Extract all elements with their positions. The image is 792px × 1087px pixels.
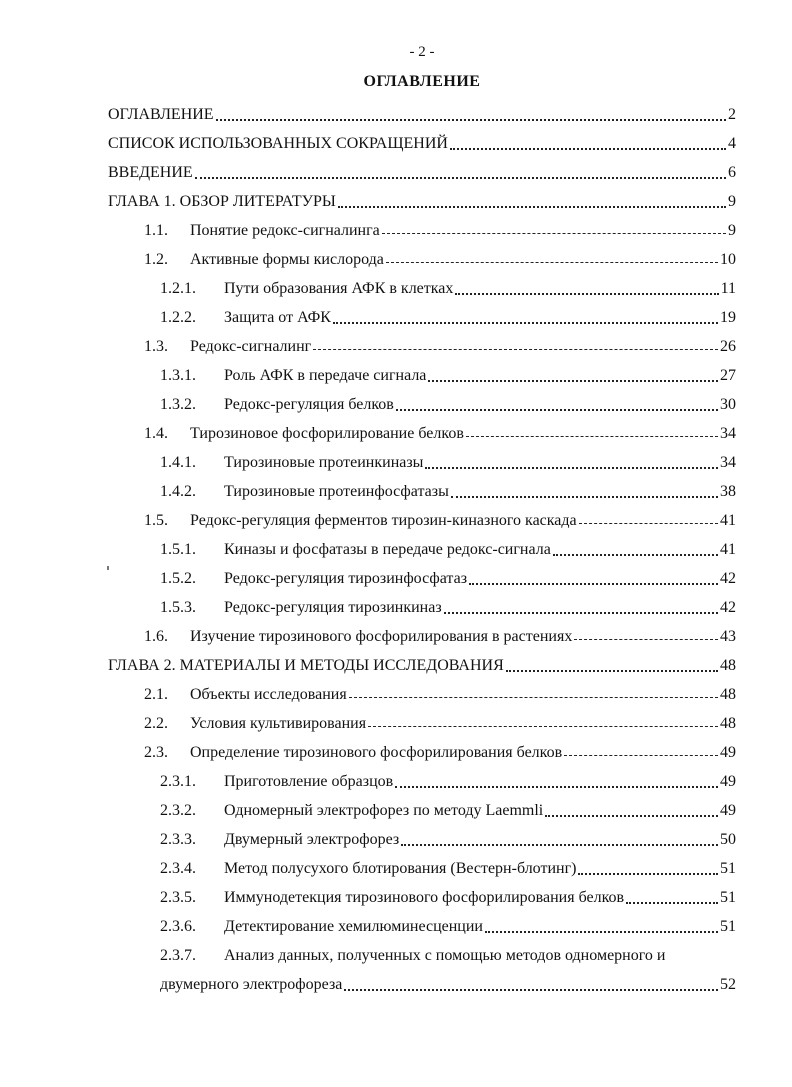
toc-entry[interactable] xyxy=(108,593,736,622)
toc-entry-number: 1.4. xyxy=(144,424,168,442)
toc-entry[interactable] xyxy=(108,651,736,680)
dash-leader xyxy=(574,638,718,640)
toc-entry[interactable] xyxy=(108,158,736,187)
toc-entry-number: 1.5.2. xyxy=(160,569,196,587)
dot-leader xyxy=(338,205,726,208)
toc-entry-title: ГЛАВА 2. МАТЕРИАЛЫ И МЕТОДЫ ИССЛЕДОВАНИЯ xyxy=(108,656,504,674)
toc-entry-title: Детектирование хемилюминесценции xyxy=(224,917,483,935)
toc-entry-title: Защита от АФК xyxy=(224,308,331,326)
toc-entry-number: 1.5.3. xyxy=(160,598,196,616)
toc-entry-title: Двумерный электрофорез xyxy=(224,830,400,848)
toc-entry-2-3-7[interactable] xyxy=(108,941,736,970)
page-number: - 2 - xyxy=(409,44,435,60)
toc-entry-title: Понятие редокс-сигналинга xyxy=(190,221,380,239)
toc-entry-title: Тирозиновое фосфорилирование белков xyxy=(190,424,464,442)
toc-entry-page: 42 xyxy=(720,598,736,616)
dash-leader xyxy=(466,435,718,437)
toc-entry[interactable] xyxy=(108,738,736,767)
toc-entry-number: 2.1. xyxy=(144,685,168,703)
toc-entry-title: Тирозиновые протеинфосфатазы xyxy=(224,482,449,500)
toc-entry[interactable] xyxy=(108,187,736,216)
toc-entry-title: Роль АФК в передаче сигнала xyxy=(224,366,427,384)
toc-entry-title: Определение тирозинового фосфорилирования белков xyxy=(190,743,563,761)
toc-entry-title: Одномерный электрофорез по методу Laemmli xyxy=(224,801,544,819)
toc-entry-number: 2.3.3. xyxy=(160,830,196,848)
dot-leader xyxy=(428,379,718,382)
toc-entry[interactable] xyxy=(108,622,736,651)
toc-entry[interactable] xyxy=(108,419,736,448)
margin-mark xyxy=(107,566,109,570)
toc-entry-number: 2.3.1. xyxy=(160,772,196,790)
dash-leader xyxy=(382,232,726,234)
toc-entry-number: 2.3.5. xyxy=(160,888,196,906)
toc-entry[interactable] xyxy=(108,100,736,129)
dot-leader xyxy=(626,901,718,904)
toc-entry-number: 1.2.1. xyxy=(160,279,196,297)
dot-leader xyxy=(395,785,718,788)
toc-entry[interactable] xyxy=(108,303,736,332)
dot-leader xyxy=(455,292,718,295)
toc-entry[interactable] xyxy=(108,477,736,506)
toc-entry-page: 52 xyxy=(720,975,736,993)
toc-entry[interactable] xyxy=(108,535,736,564)
toc-entry[interactable] xyxy=(108,506,736,535)
toc-entry[interactable] xyxy=(108,680,736,709)
toc-entry-page: 48 xyxy=(720,685,736,703)
toc-entry-title: СПИСОК ИСПОЛЬЗОВАННЫХ СОКРАЩЕНИЙ xyxy=(108,134,448,152)
toc-entry-number: 2.3.2. xyxy=(160,801,196,819)
toc-entry-title: Метод полусухого блотирования (Вестерн-блотинг) xyxy=(224,859,577,877)
toc-entry-page: 48 xyxy=(720,656,736,674)
toc-entry-page: 34 xyxy=(720,453,736,471)
toc-entry-page: 6 xyxy=(728,163,736,181)
toc-entry-title: Редокс-регуляция белков xyxy=(224,395,394,413)
toc-entry-page: 9 xyxy=(728,192,736,210)
dot-leader xyxy=(195,176,726,179)
toc-entry-number: 1.4.1. xyxy=(160,453,196,471)
page-title: ОГЛАВЛЕНИЕ xyxy=(363,73,481,90)
toc-entry-page: 51 xyxy=(720,888,736,906)
dot-leader xyxy=(333,321,718,324)
toc-entry-number: 1.6. xyxy=(144,627,168,645)
dot-leader xyxy=(444,611,718,614)
dot-leader xyxy=(425,466,718,469)
toc-entry-number: 2.3.6. xyxy=(160,917,196,935)
toc-entry-page: 50 xyxy=(720,830,736,848)
toc-entry-title: Редокс-регуляция тирозинфосфатаз xyxy=(224,569,468,587)
dot-leader xyxy=(344,988,718,991)
toc-entry-page: 30 xyxy=(720,395,736,413)
toc-entry-page: 4 xyxy=(728,134,736,152)
toc-entry-page: 43 xyxy=(720,627,736,645)
toc-entry-page: 41 xyxy=(720,540,736,558)
toc-entry[interactable] xyxy=(108,767,736,796)
dash-leader xyxy=(564,754,718,756)
toc-entry-title: Редокс-сигналинг xyxy=(190,337,312,355)
toc-entry-number: 1.4.2. xyxy=(160,482,196,500)
dot-leader xyxy=(450,147,726,150)
toc-entry-page: 34 xyxy=(720,424,736,442)
dot-leader xyxy=(506,669,718,672)
toc-entry-page: 38 xyxy=(720,482,736,500)
toc-entry[interactable] xyxy=(108,390,736,419)
toc-entry-title: Активные формы кислорода xyxy=(190,250,384,268)
toc-entry-2-3-7-continued[interactable] xyxy=(108,970,736,999)
dot-leader xyxy=(451,495,718,498)
toc-entry-title: Условия культивирования xyxy=(190,714,367,732)
toc-entry-page: 11 xyxy=(720,279,736,297)
dash-leader xyxy=(579,522,718,524)
toc-entry-title: ОГЛАВЛЕНИЕ xyxy=(108,105,214,123)
toc-entry[interactable] xyxy=(108,129,736,158)
toc-entry-page: 51 xyxy=(720,859,736,877)
toc-entry[interactable] xyxy=(108,825,736,854)
toc-entry-title: Объекты исследования xyxy=(190,685,347,703)
toc-entry[interactable] xyxy=(108,709,736,738)
dash-leader xyxy=(386,261,718,263)
toc-entry-number: 1.2.2. xyxy=(160,308,196,326)
toc-entry-number: 1.5.1. xyxy=(160,540,196,558)
toc-entry-page: 2 xyxy=(728,105,736,123)
toc-entry-title: Редокс-регуляция ферментов тирозин-киназного каскада xyxy=(190,511,577,529)
dot-leader xyxy=(469,582,718,585)
toc-entry-number: 2.3.4. xyxy=(160,859,196,877)
toc-entry-number: 1.3. xyxy=(144,337,168,355)
toc-entry-page: 19 xyxy=(720,308,736,326)
toc-entry-page: 26 xyxy=(720,337,736,355)
toc-entry-number: 2.3.7. xyxy=(160,946,196,964)
toc-entry[interactable] xyxy=(108,564,736,593)
dash-leader xyxy=(349,696,718,698)
toc-entry-number: 2.2. xyxy=(144,714,168,732)
toc-entry-number: 1.3.2. xyxy=(160,395,196,413)
dot-leader xyxy=(485,930,718,933)
toc-entry[interactable] xyxy=(108,361,736,390)
toc-entry-title: Иммунодетекция тирозинового фосфорилирования белков xyxy=(224,888,625,906)
toc-entry-page: 42 xyxy=(720,569,736,587)
dot-leader xyxy=(396,408,718,411)
toc-entry-number: 1.1. xyxy=(144,221,168,239)
toc-entry-title: ГЛАВА 1. ОБЗОР ЛИТЕРАТУРЫ xyxy=(108,192,336,210)
dash-leader xyxy=(313,348,718,350)
toc-entry[interactable] xyxy=(108,448,736,477)
dot-leader xyxy=(401,843,718,846)
dot-leader xyxy=(216,118,726,121)
toc-entry-page: 51 xyxy=(720,917,736,935)
toc-entry[interactable] xyxy=(108,912,736,941)
toc-entry[interactable] xyxy=(108,883,736,912)
toc-entry-number: 1.5. xyxy=(144,511,168,529)
toc-entry-page: 10 xyxy=(720,250,736,268)
toc-entry[interactable] xyxy=(108,332,736,361)
toc-entry-title: Редокс-регуляция тирозинкиназ xyxy=(224,598,442,616)
toc-entry-title: Приготовление образцов xyxy=(224,772,394,790)
toc-entry-title: Анализ данных, полученных с помощью методов одномерного и xyxy=(224,946,666,964)
dash-leader xyxy=(368,725,718,727)
toc-entry-number: 2.3. xyxy=(144,743,168,761)
toc-entry[interactable] xyxy=(108,245,736,274)
dot-leader xyxy=(578,872,718,875)
toc-entry-page: 49 xyxy=(720,743,736,761)
toc-entry-title: Тирозиновые протеинкиназы xyxy=(224,453,424,471)
toc-entry-title: Киназы и фосфатазы в передаче редокс-сигнала xyxy=(224,540,551,558)
toc-entry-page: 27 xyxy=(720,366,736,384)
toc-entry-page: 48 xyxy=(720,714,736,732)
toc-entry-page: 41 xyxy=(720,511,736,529)
dot-leader xyxy=(545,814,718,817)
toc-entry-page: 9 xyxy=(728,221,736,239)
table-of-contents xyxy=(108,100,736,999)
toc-entry[interactable] xyxy=(108,854,736,883)
toc-entry[interactable] xyxy=(108,216,736,245)
toc-entry-title: Изучение тирозинового фосфорилирования в растениях xyxy=(190,627,573,645)
dot-leader xyxy=(553,553,718,556)
toc-entry-number: 1.2. xyxy=(144,250,168,268)
toc-entry-page: 49 xyxy=(720,772,736,790)
toc-entry[interactable] xyxy=(108,274,736,303)
toc-entry-page: 49 xyxy=(720,801,736,819)
toc-entry-title-continued: двумерного электрофореза xyxy=(160,975,343,993)
toc-entry[interactable] xyxy=(108,796,736,825)
toc-entry-number: 1.3.1. xyxy=(160,366,196,384)
toc-entry-title: ВВЕДЕНИЕ xyxy=(108,163,193,181)
toc-entry-title: Пути образования АФК в клетках xyxy=(224,279,454,297)
